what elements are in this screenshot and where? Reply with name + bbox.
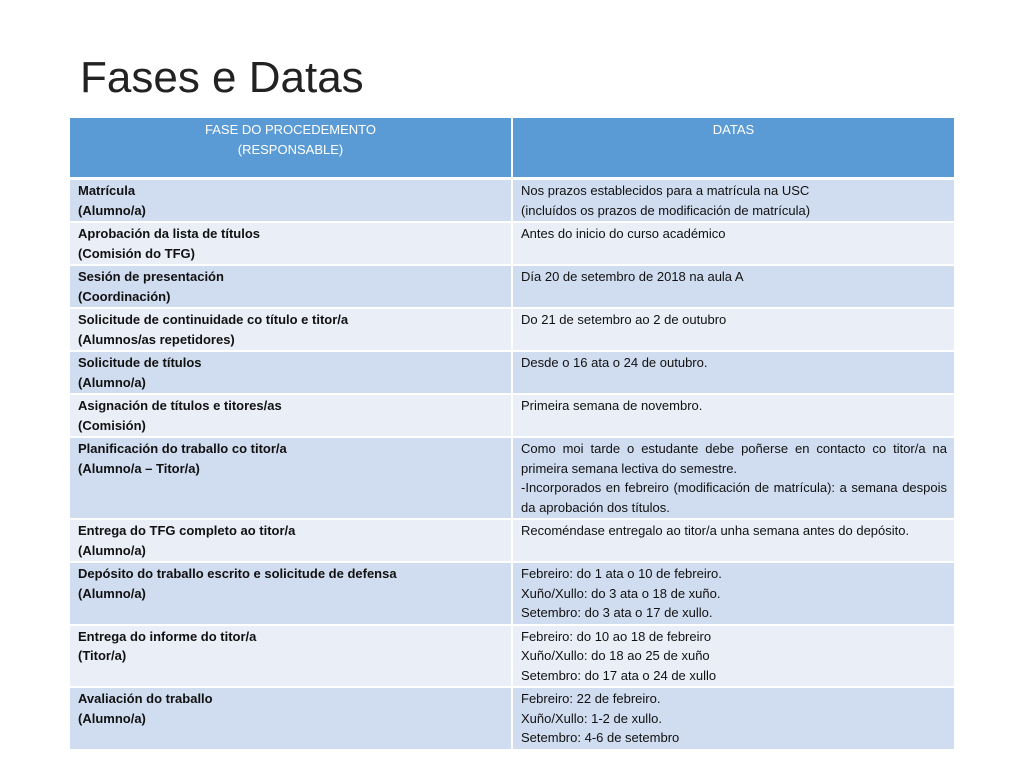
date-line: -Incorporados en febreiro (modificación de matrícula): a semana despois da aprobación dos títulos. [521,480,947,515]
phase-cell [70,351,512,394]
date-line: Setembro: do 17 ata o 24 de xullo [521,667,717,683]
date-line: Xuño/Xullo: do 3 ata o 18 de xuño. [521,585,721,601]
table-header-row [70,118,954,179]
phase-name: Entrega do TFG completo ao titor/a [78,523,296,538]
phase-name: Matrícula [78,183,136,198]
date-line: Xuño/Xullo: 1-2 de xullo. [521,710,662,726]
phase-name: Solicitude de continuidade co título e titor/a [78,312,349,327]
table-row [70,394,954,437]
phase-responsible: (Alumno/a) [78,710,146,726]
phase-name: Avaliación do traballo [78,691,213,706]
table-row [70,351,954,394]
header-phase-line2: (RESPONSABLE) [237,141,344,157]
table-row [70,625,954,688]
phase-name: Planificación do traballo co titor/a [78,441,287,456]
phase-name: Asignación de títulos e titores/as [78,398,282,413]
phase-cell [70,394,512,437]
date-line: Antes do inicio do curso académico [521,226,726,241]
dates-cell [512,625,954,688]
date-line: Como moi tarde o estudante debe poñerse en contacto co titor/a na primeira semana lectiva do semestre. [521,441,947,476]
table-row [70,222,954,265]
date-line: Nos prazos establecidos para a matrícula na USC [521,183,810,198]
table-row [70,687,954,750]
date-line: Recoméndase entregalo ao titor/a unha semana antes do depósito. [521,523,910,538]
table-row [70,562,954,625]
date-line: Día 20 de setembro de 2018 na aula A [521,269,744,284]
phase-responsible: (Alumno/a) [78,202,146,218]
table-body [70,179,954,750]
dates-cell [512,437,954,519]
date-line: Setembro: 4-6 de setembro [521,730,680,745]
header-phase [70,118,512,179]
header-phase-line1: FASE DO PROCEDEMENTO [205,122,376,137]
date-line: Febreiro: 22 de febreiro. [521,691,661,706]
dates-cell [512,687,954,750]
slide-title: Fases e Datas [80,53,364,102]
dates-cell [512,308,954,351]
date-line: Xuño/Xullo: do 18 ao 25 de xuño [521,648,710,663]
table-row [70,179,954,223]
phase-cell [70,562,512,625]
phase-cell [70,308,512,351]
phase-name: Solicitude de títulos [78,355,202,370]
phase-responsible: (Alumno/a) [78,542,146,558]
phase-cell [70,437,512,519]
phase-name: Depósito do traballo escrito e solicitude de defensa [78,566,397,581]
phase-responsible: (Coordinación) [78,288,171,304]
phase-responsible: (Alumnos/as repetidores) [78,331,235,347]
dates-cell [512,179,954,223]
phase-cell [70,179,512,223]
phase-responsible: (Alumno/a) [78,374,146,390]
phase-responsible: (Alumno/a) [78,585,146,601]
header-dates [512,118,954,179]
date-line: Febreiro: do 10 ao 18 de febreiro [521,628,712,644]
date-line: Febreiro: do 1 ata o 10 de febreiro. [521,566,722,581]
header-dates-label: DATAS [712,122,755,137]
phase-cell [70,519,512,562]
phase-cell [70,625,512,688]
phase-responsible: (Comisión) [78,417,146,433]
table-row [70,437,954,519]
date-line: Desde o 16 ata o 24 de outubro. [521,355,708,370]
table-row [70,265,954,308]
date-line: Primeira semana de novembro. [521,398,703,413]
phase-name: Sesión de presentación [78,269,224,284]
date-line: (incluídos os prazos de modificación de matrícula) [521,202,811,218]
dates-cell [512,519,954,562]
phase-cell [70,687,512,750]
dates-cell [512,394,954,437]
phase-responsible: (Comisión do TFG) [78,245,195,261]
phase-name: Aprobación da lista de títulos [78,226,261,241]
phase-responsible: (Titor/a) [78,648,127,663]
phase-cell [70,265,512,308]
schedule-table [70,118,954,751]
date-line: Setembro: do 3 ata o 17 de xullo. [521,605,713,620]
table-row [70,308,954,351]
date-line: Do 21 de setembro ao 2 de outubro [521,312,727,327]
dates-cell [512,265,954,308]
dates-cell [512,222,954,265]
table-row [70,519,954,562]
dates-cell [512,351,954,394]
phase-name: Entrega do informe do titor/a [78,628,257,644]
dates-cell [512,562,954,625]
phase-responsible: (Alumno/a – Titor/a) [78,460,200,476]
phase-cell [70,222,512,265]
